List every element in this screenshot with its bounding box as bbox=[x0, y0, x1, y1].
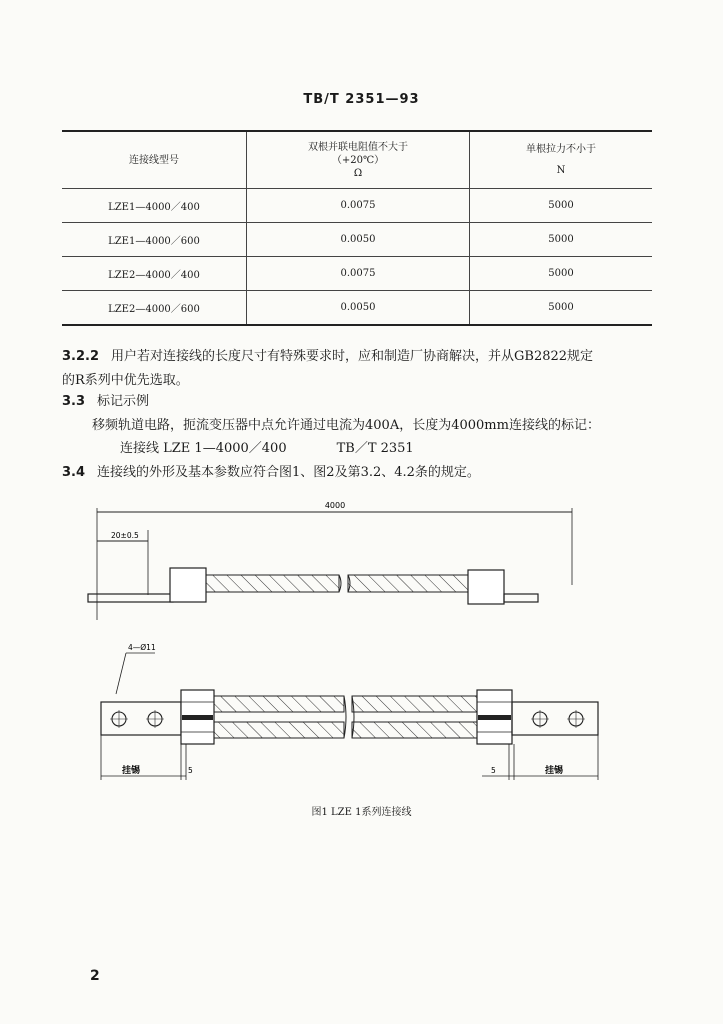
cell-resistance: 0.0075 bbox=[247, 189, 470, 223]
table-row bbox=[62, 257, 652, 291]
spec-table bbox=[62, 130, 652, 326]
top-view bbox=[101, 690, 598, 744]
cell-tension: 5000 bbox=[470, 257, 653, 291]
page-header: TB/T 2351—93 bbox=[303, 92, 420, 107]
cell-tension: 5000 bbox=[470, 189, 653, 223]
cell-resistance: 0.0050 bbox=[247, 223, 470, 257]
dimension-tinning bbox=[101, 735, 598, 780]
dimension-gap-left: 5 bbox=[188, 766, 193, 775]
label-tin-left: 挂锡 bbox=[122, 766, 141, 776]
column-header-tension: 单根拉力不小于 N bbox=[470, 131, 653, 189]
dimension-lug-offset bbox=[97, 530, 148, 595]
spec-table-header-row bbox=[62, 131, 652, 189]
cell-tension: 5000 bbox=[470, 291, 653, 326]
figure-1-drawing bbox=[0, 490, 723, 800]
section-3-3-heading: 3.3 标记示例 bbox=[62, 394, 150, 409]
table-row bbox=[62, 189, 652, 223]
label-tin-right: 挂锡 bbox=[545, 766, 564, 776]
cell-resistance: 0.0075 bbox=[247, 257, 470, 291]
cell-resistance: 0.0050 bbox=[247, 291, 470, 326]
column-header-model: 连接线型号 bbox=[62, 131, 247, 189]
dimension-total-length-label: 4000 bbox=[324, 501, 346, 510]
section-3-4: 3.4 连接线的外形及基本参数应符合图1、图2及第3.2、4.2条的规定。 bbox=[62, 465, 480, 480]
cell-model: LZE1—4000／600 bbox=[62, 223, 247, 257]
page-number: 2 bbox=[90, 968, 100, 984]
section-3-3-example: 移频轨道电路，扼流变压器中点允许通过电流为400A，长度为4000mm连接线的标记： bbox=[92, 418, 600, 433]
cell-model: LZE2—4000／600 bbox=[62, 291, 247, 326]
table-row bbox=[62, 291, 652, 326]
dimension-lug-offset-label: 20±0.5 bbox=[111, 531, 139, 540]
figure-caption: 图1 LZE 1系列连接线 bbox=[311, 807, 412, 818]
section-3-2-2-line1: 3.2.2 用户若对连接线的长度尺寸有特殊要求时，应和制造厂协商解决，并从GB2822规定 bbox=[62, 349, 594, 364]
column-header-resistance: 双根并联电阻值不大于 （+20℃） Ω bbox=[247, 131, 470, 189]
cell-model: LZE2—4000／400 bbox=[62, 257, 247, 291]
section-3-2-2 bbox=[62, 345, 662, 393]
dimension-holes-label: 4—Ø11 bbox=[128, 643, 156, 652]
side-view bbox=[88, 568, 538, 604]
cell-tension: 5000 bbox=[470, 223, 653, 257]
dimension-holes bbox=[116, 643, 156, 694]
cell-model: LZE1—4000／400 bbox=[62, 189, 247, 223]
marking-example: 连接线 LZE 1—4000／400 TB／T 2351 bbox=[120, 441, 414, 456]
dimension-gap-right: 5 bbox=[491, 766, 496, 775]
table-row bbox=[62, 223, 652, 257]
section-3-2-2-line2: 的R系列中优先选取。 bbox=[62, 373, 189, 388]
